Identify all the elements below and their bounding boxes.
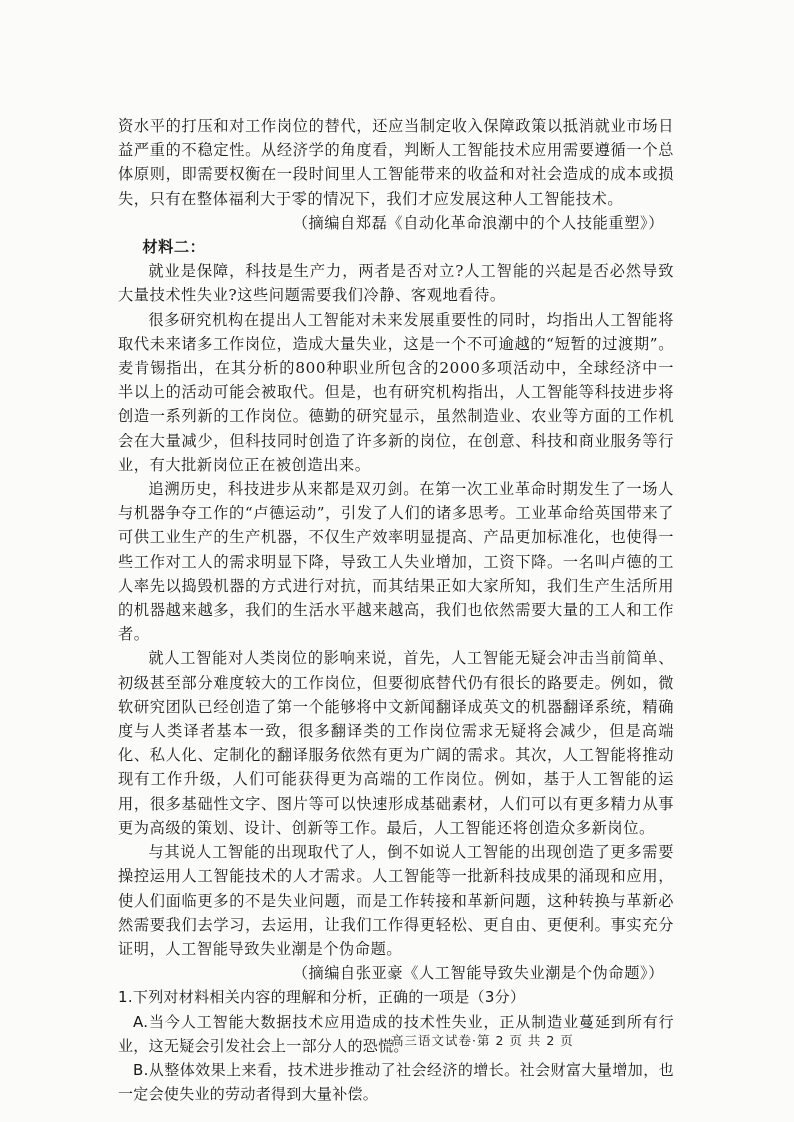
material-2-paragraph: 就业是保障，科技是生产力，两者是否对立?人工智能的兴起是否必然导致大量技术性失业?这些问题需要我们冷静、客观地看待。: [118, 262, 674, 305]
intro-paragraph: 资水平的打压和对工作岗位的替代，还应当制定收入保障政策以抵消就业市场日益严重的不稳定性。从经济学的角度看，判断人工智能技术应用需要遵循一个总体原则，即需要权衡在一段时间里人工智能带来的收益和对社会造成的成本或损失，只有在整体福利大于零的情况下，我们才应发展这种人工智能技术。: [118, 117, 674, 208]
question-1-option-a: A.当今人工智能大数据技术应用造成的技术性失业，正从制造业蔓延到所有行业，这无疑会引发社会上一部分人的恐慌。: [118, 1012, 674, 1055]
article-body: [118, 114, 674, 1106]
material-2-paragraph: 很多研究机构在提出人工智能对未来发展重要性的同时，均指出人工智能将取代未来诸多工作岗位，造成大量失业，这是一个不可逾越的“短暂的过渡期”。麦肯锡指出，在其分析的800种职业所包含的2000多项活动中，全球经济中一半以上的活动可能会被取代。但是，也有研究机构指出，人工智能等科技进步将创造一系列新的工作岗位。德勤的研究显示，虽然制造业、农业等方面的工作机会在大量减少，但科技同时创造了许多新的岗位，在创意、科技和商业服务等行业，有大批新岗位正在被创造出来。: [118, 310, 674, 474]
question-1-stem: 1.下列对材料相关内容的理解和分析，正确的一项是（3分）: [118, 988, 526, 1007]
material-2-paragraph: 追溯历史，科技进步从来都是双刃剑。在第一次工业革命时期发生了一场人与机器争夺工作的“卢德运动”，引发了人们的诸多思考。工业革命给英国带来了可供工业生产的生产机器，不仅生产效率明显提高、产品更加标准化，也使得一些工作对工人的需求明显下降，导致工人失业增加，工资下降。一名叫卢德的工人率先以捣毁机器的方式进行对抗，而其结果正如大家所知，我们生产生活所用的机器越来越多，我们的生活水平越来越高，我们也依然需要大量的工人和工作者。: [118, 480, 674, 644]
source-citation-1: （摘编自郑磊《自动化革命浪潮中的个人技能重塑》）: [292, 213, 664, 232]
material-2-paragraph: 就人工智能对人类岗位的影响来说，首先，人工智能无疑会冲击当前简单、初级甚至部分难度较大的工作岗位，但要彻底替代仍有很长的路要走。例如，微软研究团队已经创造了第一个能够将中文新闻翻译成英文的机器翻译系统，精确度与人类译者基本一致，很多翻译类的工作岗位需求无疑将会减少，但是高端化、私人化、定制化的翻译服务依然有更为广阔的需求。其次，人工智能将推动现有工作升级，人们可能获得更为高端的工作岗位。例如，基于人工智能的运用，很多基础性文字、图片等可以快速形成基础素材，人们可以有更多精力从事更为高级的策划、设计、创新等工作。最后，人工智能还将创造众多新岗位。: [118, 649, 674, 837]
material-2-heading: 材料二：: [142, 238, 206, 257]
question-1-option-b: B.从整体效果上来看，技术进步推动了社会经济的增长。社会财富大量增加，也一定会使失业的劳动者得到大量补偿。: [118, 1060, 674, 1104]
material-2-paragraph: 与其说人工智能的出现取代了人，倒不如说人工智能的出现创造了更多需要操控运用人工智能技术的人才需求。人工智能等一批新科技成果的涌现和应用，使人们面临更多的不是失业问题，而是工作转接和革新问题，这种转换与革新必然需要我们去学习，去运用，让我们工作得更轻松、更自由、更便利。事实充分证明，人工智能导致失业潮是个伪命题。: [118, 843, 674, 958]
page-footer: 高三语文试卷·第 2 页 共 2 页: [391, 1033, 574, 1048]
source-citation-2: （摘编自张亚豪《人工智能导致失业潮是个伪命题》）: [292, 964, 664, 983]
